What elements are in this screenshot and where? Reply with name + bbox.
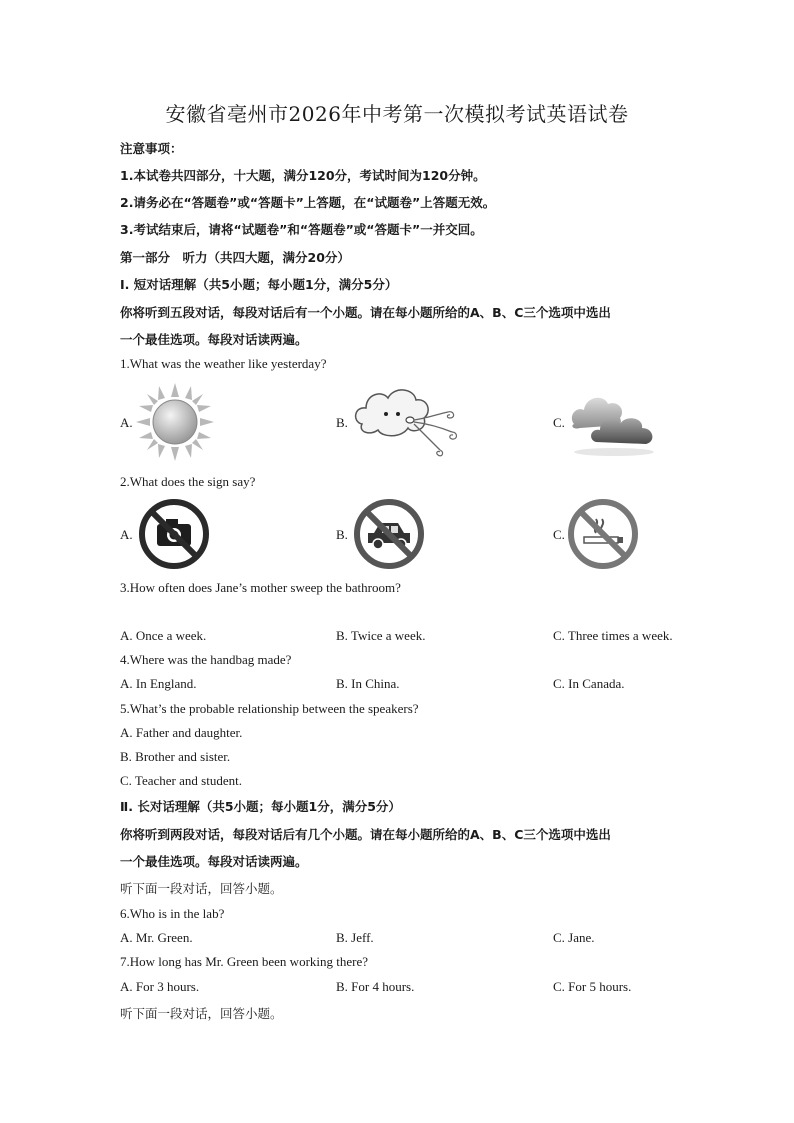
page-title: 安徽省亳州市2026年中考第一次模拟考试英语试卷: [165, 102, 629, 126]
question-text: 3.How often does Jane’s mother sweep the bathroom?: [120, 580, 401, 595]
cloudy-icon: [568, 386, 660, 458]
option-c: C. Three times a week.: [553, 628, 673, 643]
option-c: C. In Canada.: [553, 676, 625, 691]
option-b: B. In China.: [336, 676, 400, 691]
notice-item: 1.本试卷共四部分，十大题，满分120分，考试时间为120分钟。: [120, 168, 486, 183]
part-heading: 第一部分 听力（共四大题，满分20分）: [120, 250, 350, 265]
option-a: A. Once a week.: [120, 628, 207, 643]
question-text: 7.How long has Mr. Green been working there?: [120, 954, 369, 969]
windy-cloud-icon: [352, 384, 464, 458]
option-a: A. In England.: [120, 676, 197, 691]
question-text: 5.What’s the probable relationship between the speakers?: [120, 701, 419, 716]
option-label: A.: [120, 527, 133, 542]
option-label: C.: [553, 527, 565, 542]
option-label: B.: [336, 415, 348, 430]
section-instructions: 一个最佳选项。每段对话读两遍。: [120, 332, 308, 347]
sub-instruction: 听下面一段对话，回答小题。: [120, 881, 283, 896]
no-car-sign-icon: [354, 499, 424, 569]
option-b: B. For 4 hours.: [336, 979, 415, 994]
option-c: C. Jane.: [553, 930, 595, 945]
option-a: A. Father and daughter.: [120, 725, 243, 740]
no-smoking-sign-icon: [568, 499, 638, 569]
no-camera-sign-icon: [139, 499, 209, 569]
option-label: C.: [553, 415, 565, 430]
section-instructions: 一个最佳选项。每段对话读两遍。: [120, 854, 308, 869]
question-text: 6.Who is in the lab?: [120, 906, 225, 921]
question-text: 1.What was the weather like yesterday?: [120, 356, 327, 371]
sun-icon: [134, 381, 216, 463]
notice-heading: 注意事项：: [120, 141, 183, 156]
option-c: C. Teacher and student.: [120, 773, 242, 788]
option-b: B. Jeff.: [336, 930, 374, 945]
option-a: A. For 3 hours.: [120, 979, 200, 994]
section-heading: Ⅱ. 长对话理解（共5小题；每小题1分，满分5分）: [120, 799, 401, 814]
option-a: A. Mr. Green.: [120, 930, 193, 945]
option-c: C. For 5 hours.: [553, 979, 632, 994]
section-instructions: 你将听到五段对话，每段对话后有一个小题。请在每小题所给的A、B、C三个选项中选出: [120, 305, 611, 320]
notice-item: 3.考试结束后，请将“试题卷”和“答题卷”或“答题卡”一并交回。: [120, 222, 483, 237]
question-text: 4.Where was the handbag made?: [120, 652, 292, 667]
sub-instruction: 听下面一段对话，回答小题。: [120, 1006, 283, 1021]
section-heading: Ⅰ. 短对话理解（共5小题；每小题1分，满分5分）: [120, 277, 398, 292]
option-b: B. Brother and sister.: [120, 749, 231, 764]
option-label: A.: [120, 415, 133, 430]
question-text: 2.What does the sign say?: [120, 474, 256, 489]
notice-item: 2.请务必在“答题卷”或“答题卡”上答题，在“试题卷”上答题无效。: [120, 195, 496, 210]
option-b: B. Twice a week.: [336, 628, 426, 643]
option-label: B.: [336, 527, 348, 542]
section-instructions: 你将听到两段对话，每段对话后有几个小题。请在每小题所给的A、B、C三个选项中选出: [120, 827, 611, 842]
